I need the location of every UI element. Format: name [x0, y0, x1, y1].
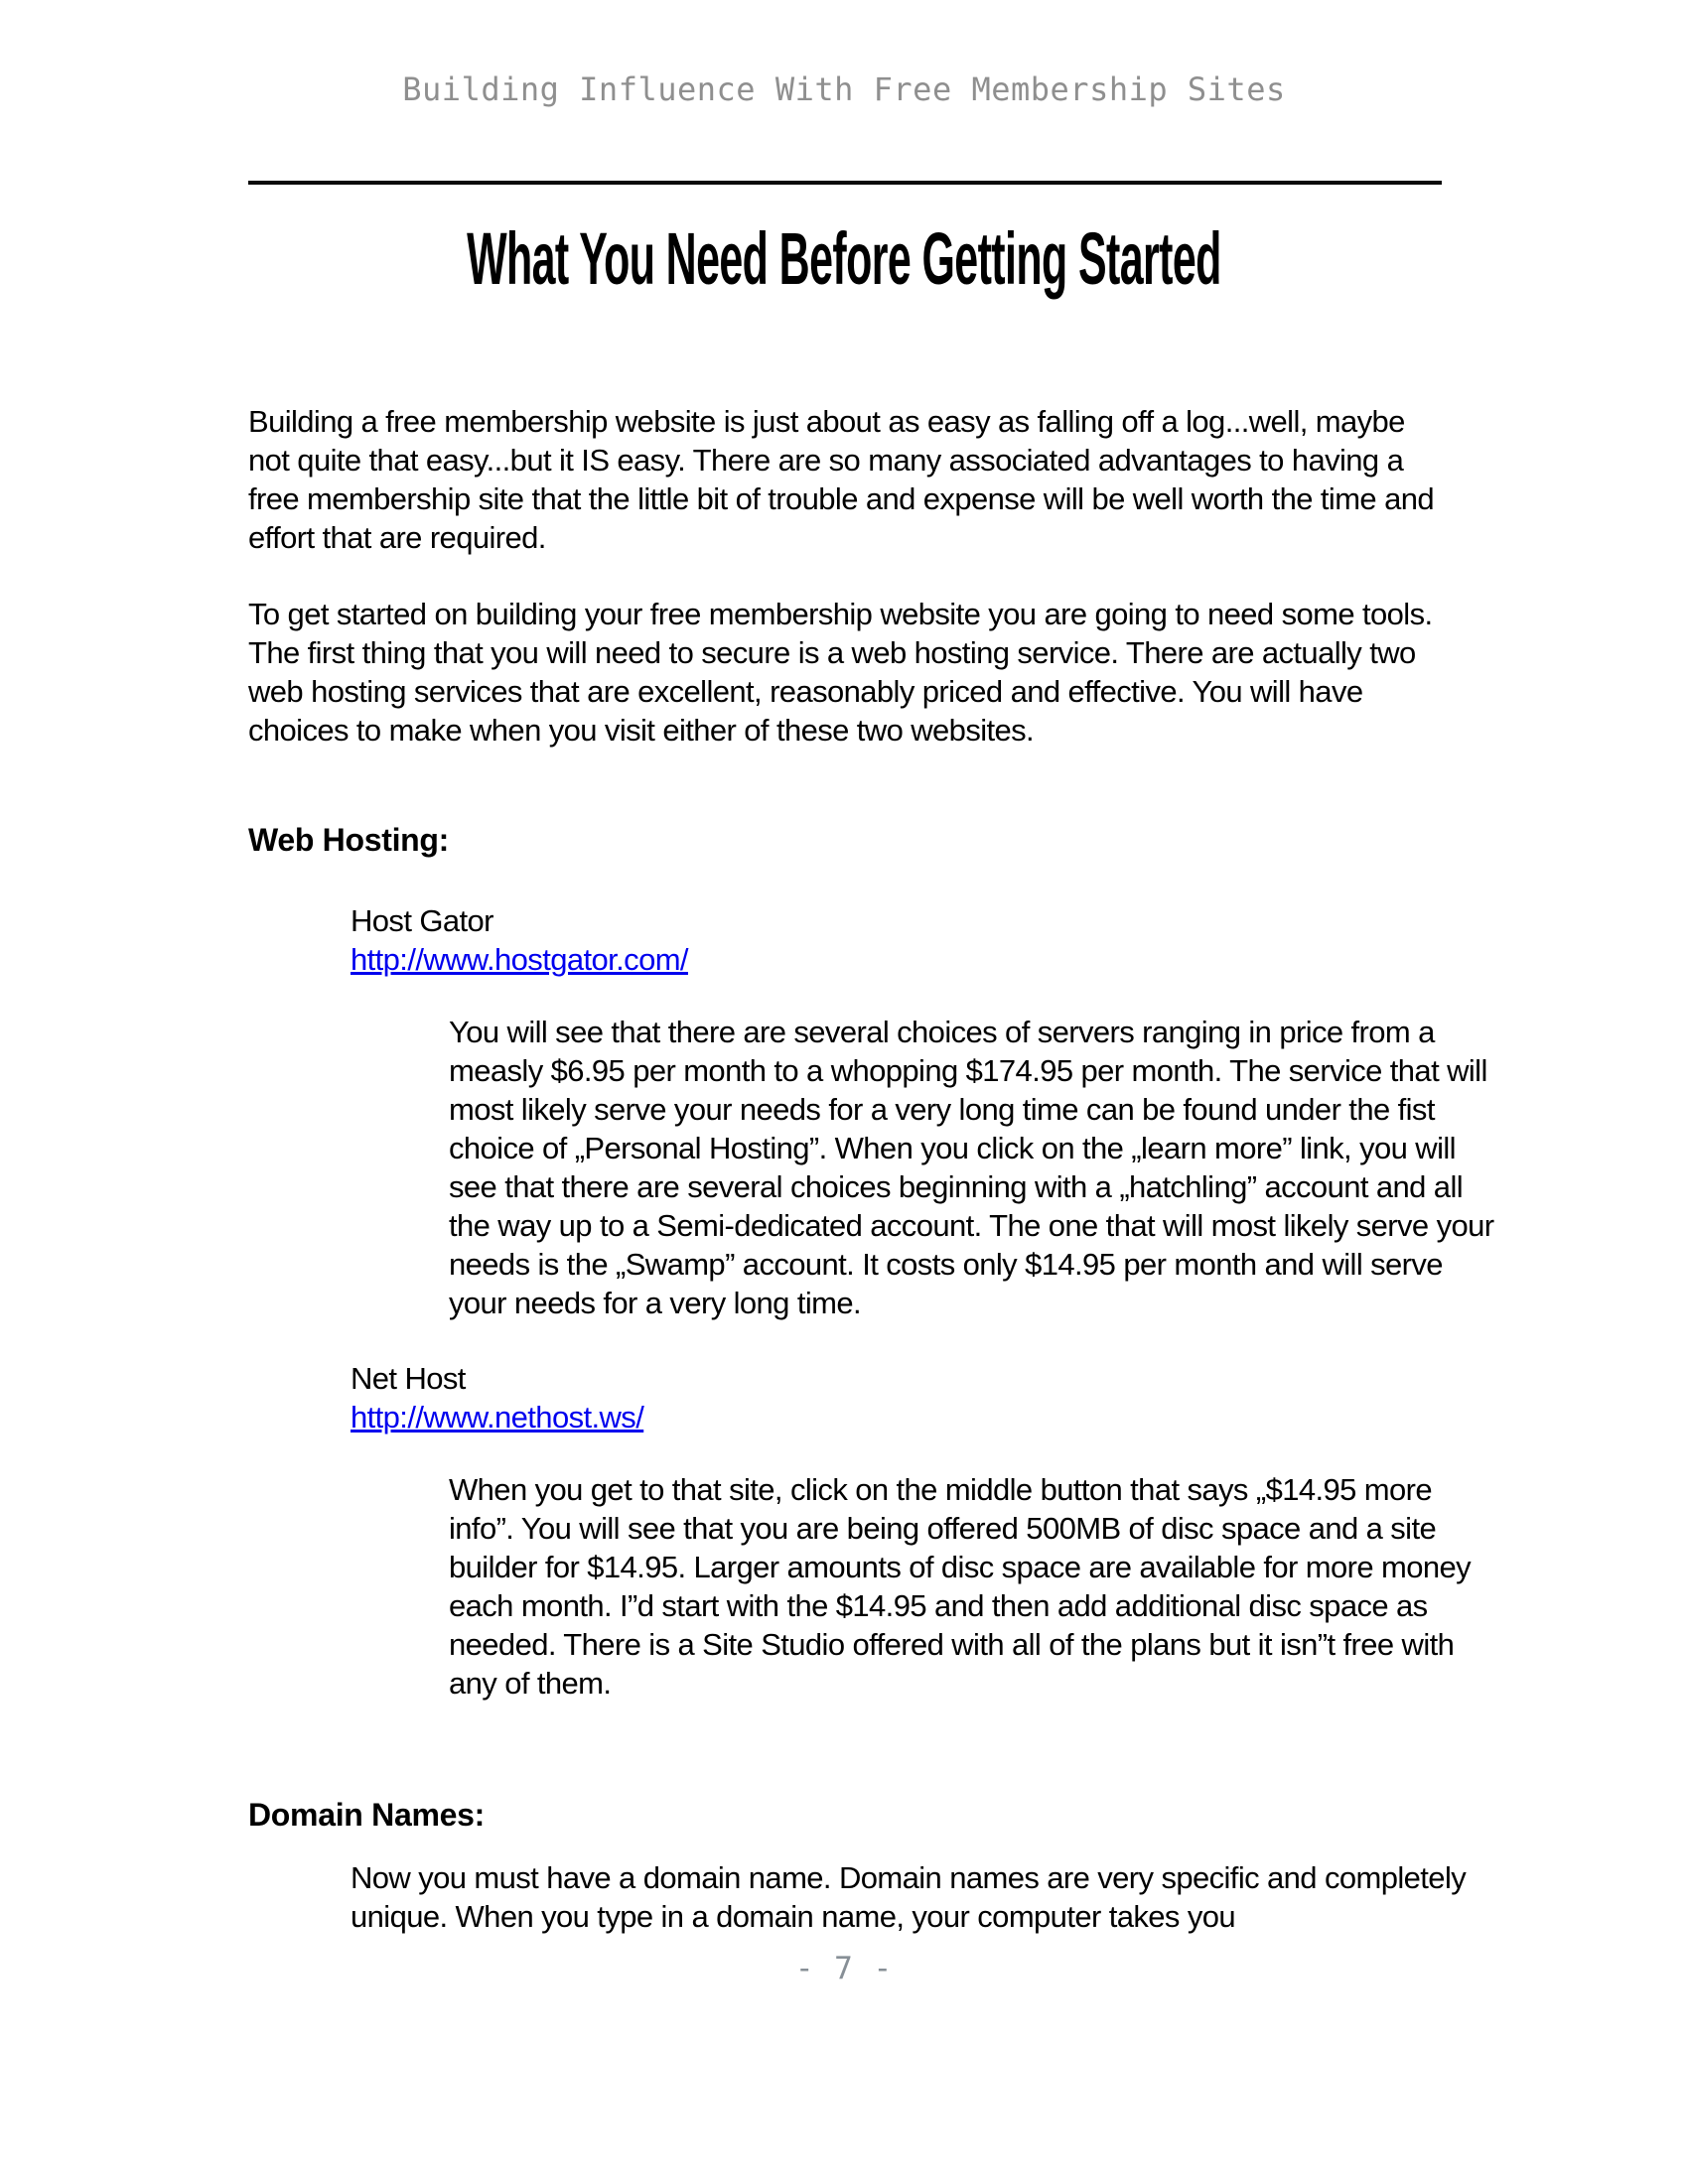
page-number: - 7 -	[794, 1951, 894, 1986]
web-hosting-heading: Web Hosting:	[248, 822, 450, 858]
nethost-block	[351, 1359, 1688, 1436]
nethost-link[interactable]: http://www.nethost.ws/	[351, 1400, 644, 1434]
nethost-name: Net Host	[351, 1361, 466, 1396]
running-header: Building Influence With Free Membership Sites	[402, 70, 1286, 108]
hostgator-description: You will see that there are several choices of servers ranging in price from a measly $6.95 per month to a whopping $174.95 per month. The service that will most likely serve your needs for a very long time can be found under the fist choice of „Personal Hosting”. When you click on the „learn more” link, you will see that there are several choices beginning with a „hatchling” account and all the way up to a Semi-dedicated account. The one that will most likely serve your needs is the „Swamp” account. It costs only $14.95 per month and will serve your needs for a very long time.	[449, 1015, 1494, 1320]
hostgator-link[interactable]: http://www.hostgator.com/	[351, 942, 688, 977]
page-title-wrap	[0, 217, 1688, 317]
header-divider	[248, 181, 1442, 185]
intro-paragraph-1: Building a free membership website is just about as easy as falling off a log...well, maybe not quite that easy...but it IS easy. There are so many associated advantages to having a free membership site that the little bit of trouble and expense will be well worth the time and effort that are required.	[248, 404, 1434, 555]
domain-names-paragraph: Now you must have a domain name. Domain names are very specific and completely unique. When you type in a domain name, your computer takes you	[351, 1860, 1467, 1934]
intro-paragraph-2: To get started on building your free membership website you are going to need some tools. The first thing that you will need to secure is a web hosting service. There are actually two web hosting services that are excellent, reasonably priced and effective. You will have choices to make when you visit either of these two websites.	[248, 597, 1433, 748]
nethost-description: When you get to that site, click on the middle button that says „$14.95 more info”. You will see that you are being offered 500MB of disc space and a site builder for $14.95. Larger amounts of disc space are available for more money each month. I”d start with the $14.95 and then add additional disc space as needed. There is a Site Studio offered with all of the plans but it isn”t free with any of them.	[449, 1472, 1472, 1701]
hostgator-name: Host Gator	[351, 903, 493, 938]
domain-names-heading: Domain Names:	[248, 1797, 485, 1833]
page-title: What You Need Before Getting Started	[467, 217, 1221, 300]
hostgator-block	[351, 901, 1688, 979]
